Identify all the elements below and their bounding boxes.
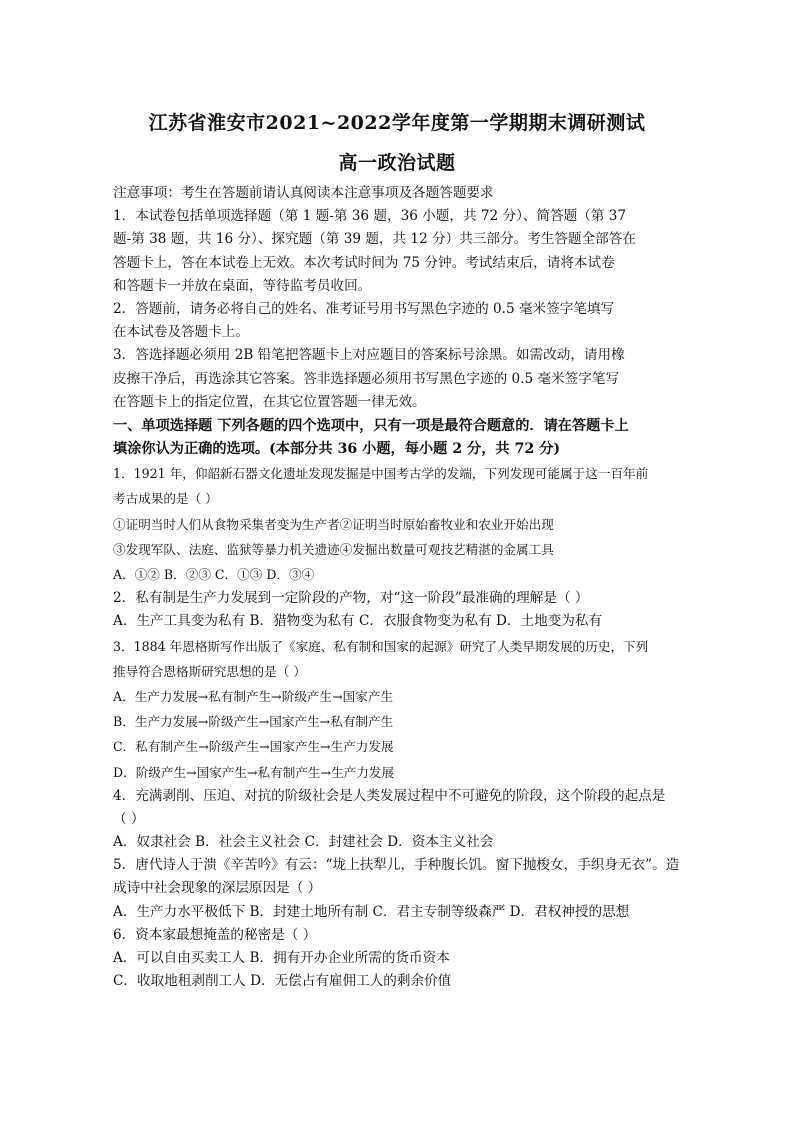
question-1 [113, 461, 701, 587]
notice-item-3-line: 皮擦干净后，再选涂其它答案。答非选择题必须用书写黑色字迹的 0.5 毫米签字笔写 [113, 370, 620, 387]
notice-block [113, 182, 701, 414]
question-statement: ③发现军队、法庭、监狱等暴力机关遗迹④发掘出数量可观技艺精湛的金属工具 [113, 541, 554, 557]
question-option: D．阶级产生→国家产生→私有制产生→生产力发展 [113, 764, 395, 780]
question-options: A．生产力水平极低下 B．封建土地所有制 C．君主专制等级森严 D．君权神授的思想 [113, 903, 630, 920]
question-2 [113, 587, 701, 633]
exam-subtitle: 高一政治试题 [338, 152, 456, 174]
notice-item-1-line: 1．本试卷包括单项选择题（第 1 题-第 36 题，36 小题，共 72 分）、简答题（第 37 [113, 208, 627, 225]
section-1-heading [113, 415, 701, 461]
question-4 [113, 785, 701, 855]
exam-content [113, 182, 701, 993]
question-stem: 6．资本家最想掩盖的秘密是（ ） [113, 926, 317, 943]
question-stem: 5．唐代诗人于溃《辛苦吟》有云：“垅上扶犁儿，手种腹长饥。窗下抛梭女，手织身无衣”。造 [113, 857, 680, 874]
notice-item-1-line: 和答题卡一并放在桌面，等待监考员收回。 [113, 277, 372, 294]
question-option: B．生产力发展→阶级产生→国家产生→私有制产生 [113, 714, 394, 730]
question-options: A．①② B．②③ C．①③ D．③④ [113, 567, 315, 582]
section-heading-line: 填涂你认为正确的选项。(本部分共 36 小题，每小题 2 分，共 72 分) [113, 441, 561, 458]
question-stem: 成诗中社会现象的深层原因是（ ） [113, 880, 322, 897]
question-6 [113, 924, 701, 994]
notice-item-1-line: 题-第 38 题，共 16 分）、探究题（第 39 题，共 12 分）共三部分。考生答题全部答在 [113, 231, 636, 248]
question-stem: 考古成果的是（ ） [113, 491, 218, 507]
question-stem: 2．私有制是生产力发展到一定阶段的产物，对“这一阶段”最准确的理解是（ ） [113, 590, 589, 607]
exam-title: 江苏省淮安市2021~2022学年度第一学期期末调研测试 [148, 112, 646, 134]
notice-item-3-line: 3．答选择题必须用 2B 铅笔把答题卡上对应题目的答案标号涂黑。如需改动，请用橡 [113, 347, 625, 364]
question-stem: 推导符合恩格斯研究思想的是（ ） [113, 663, 306, 679]
notice-heading: 注意事项：考生在答题前请认真阅读本注意事项及各题答题要求 [113, 185, 494, 201]
notice-item-1-line: 答题卡上，答在本试卷上无效。本次考试时间为 75 分钟。考试结束后，请将本试卷 [113, 254, 615, 271]
question-stem: 3．1884 年恩格斯写作出版了《家庭、私有制和国家的起源》研究了人类早期发展的历史，下列 [113, 638, 649, 654]
question-stem: （ ） [113, 810, 145, 827]
question-option: A．可以自由买卖工人 B．拥有开办企业所需的货币资本 [113, 950, 450, 966]
question-option: A．生产力发展→私有制产生→阶级产生→国家产生 [113, 688, 394, 704]
question-options: A．生产工具变为私有 B．猎物变为私有 C．衣服食物变为私有 D．土地变为私有 [113, 613, 603, 630]
question-option: C．收取地租剥削工人 D．无偿占有雇佣工人的剩余价值 [113, 973, 452, 990]
notice-item-2-line: 2．答题前，请务必将自己的姓名、准考证号用书写黑色字迹的 0.5 毫米签字笔填写 [113, 300, 615, 317]
notice-item-2-line: 在本试卷及答题卡上。 [113, 324, 249, 341]
section-heading-line: 一、单项选择题 下列各题的四个选项中，只有一项是最符合题意的．请在答题卡上 [113, 417, 629, 434]
question-stem: 1．1921 年，仰韶新石器文化遗址发现发掘是中国考古学的发端，下列发现可能属于这一百年前 [113, 466, 649, 482]
question-3 [113, 634, 701, 785]
question-option: C．私有制产生→阶级产生→国家产生→生产力发展 [113, 739, 394, 755]
question-stem: 4．充满剥削、压迫、对抗的阶级社会是人类发展过程中不可避免的阶段，这个阶段的起点是 [113, 787, 666, 804]
question-statement: ①证明当时人们从食物采集者变为生产者②证明当时原始畜牧业和农业开始出现 [113, 516, 554, 532]
question-5 [113, 854, 701, 924]
notice-item-3-line: 在答题卡上的指定位置，在其它位置答题一律无效。 [113, 393, 426, 410]
question-options: A．奴隶社会 B．社会主义社会 C．封建社会 D．资本主义社会 [113, 834, 494, 851]
